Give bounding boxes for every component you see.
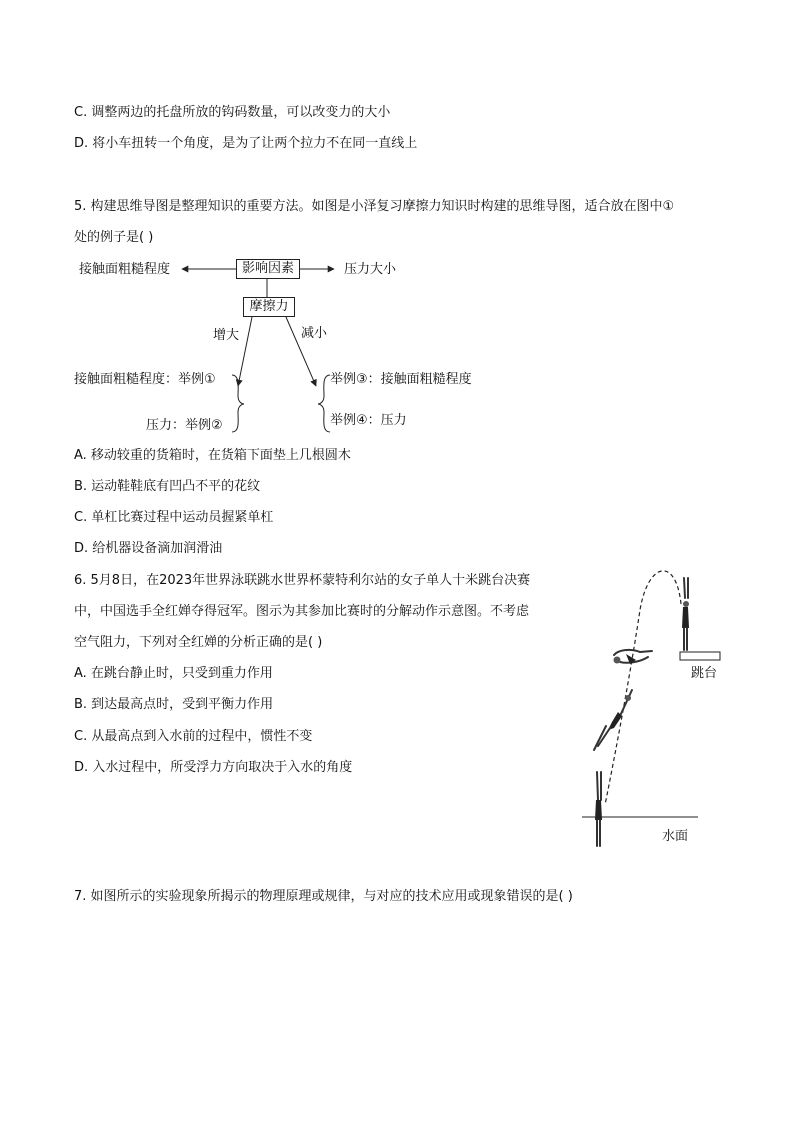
q6-stem-line1: 6. 5月8日，在2023年世界泳联跳水世界杯蒙特利尔站的女子单人十米跳台决赛: [74, 573, 531, 588]
q6-option-d: D. 入水过程中，所受浮力方向取决于入水的角度: [74, 760, 353, 775]
example-1: 接触面粗糙程度：举例①: [74, 372, 216, 387]
q5-option-c: C. 单杠比赛过程中运动员握紧单杠: [74, 510, 274, 525]
friction-label: 摩擦力: [249, 299, 289, 314]
right-factor-label: 压力大小: [344, 262, 397, 277]
example-2: 压力：举例②: [146, 418, 223, 433]
q6-stem-line2: 中，中国选手全红婵夺得冠军。图示为其参加比赛时的分解动作示意图。不考虑: [74, 604, 530, 619]
example-3: 举例③：接触面粗糙程度: [330, 372, 472, 387]
factors-label: 影响因素: [241, 261, 294, 276]
diver-pike-icon: [594, 690, 632, 750]
left-factor-label: 接触面粗糙程度: [79, 262, 171, 277]
example-4: 举例④：压力: [330, 413, 407, 428]
platform: [680, 652, 720, 660]
q6-option-a: A. 在跳台静止时，只受到重力作用: [74, 666, 273, 681]
trajectory-dashed: [605, 571, 681, 805]
water-label: 水面: [662, 829, 689, 844]
q5-option-b: B. 运动鞋鞋底有凹凸不平的花纹: [74, 479, 261, 494]
q6-option-b: B. 到达最高点时，受到平衡力作用: [74, 697, 274, 712]
q4-option-d: D. 将小车扭转一个角度，是为了让两个拉力不在同一直线上: [74, 136, 418, 151]
platform-label: 跳台: [691, 666, 718, 681]
q4-option-c: C. 调整两边的托盘所放的钩码数量，可以改变力的大小: [74, 105, 391, 120]
q7-stem: 7. 如图所示的实验现象所揭示的物理原理或规律，与对应的技术应用或现象错误的是( ): [74, 889, 573, 904]
q6-option-c: C. 从最高点到入水前的过程中，惯性不变: [74, 729, 313, 744]
q5-stem-line2: 处的例子是( ): [74, 230, 154, 245]
q6-stem-line3: 空气阻力，下列对全红婵的分析正确的是( ): [74, 635, 323, 650]
decrease-label: 减小: [301, 326, 328, 341]
diver-standing-icon: [682, 578, 689, 650]
diver-entry-icon: [595, 772, 602, 846]
q5-option-d: D. 给机器设备滴加润滑油: [74, 541, 223, 556]
q5-stem-line1: 5. 构建思维导图是整理知识的重要方法。如图是小泽复习摩擦力知识时构建的思维导图，适合放在图中①: [74, 199, 675, 214]
increase-label: 增大: [213, 328, 240, 343]
q5-option-a: A. 移动较重的货箱时，在货箱下面垫上几根圆木: [74, 448, 351, 463]
